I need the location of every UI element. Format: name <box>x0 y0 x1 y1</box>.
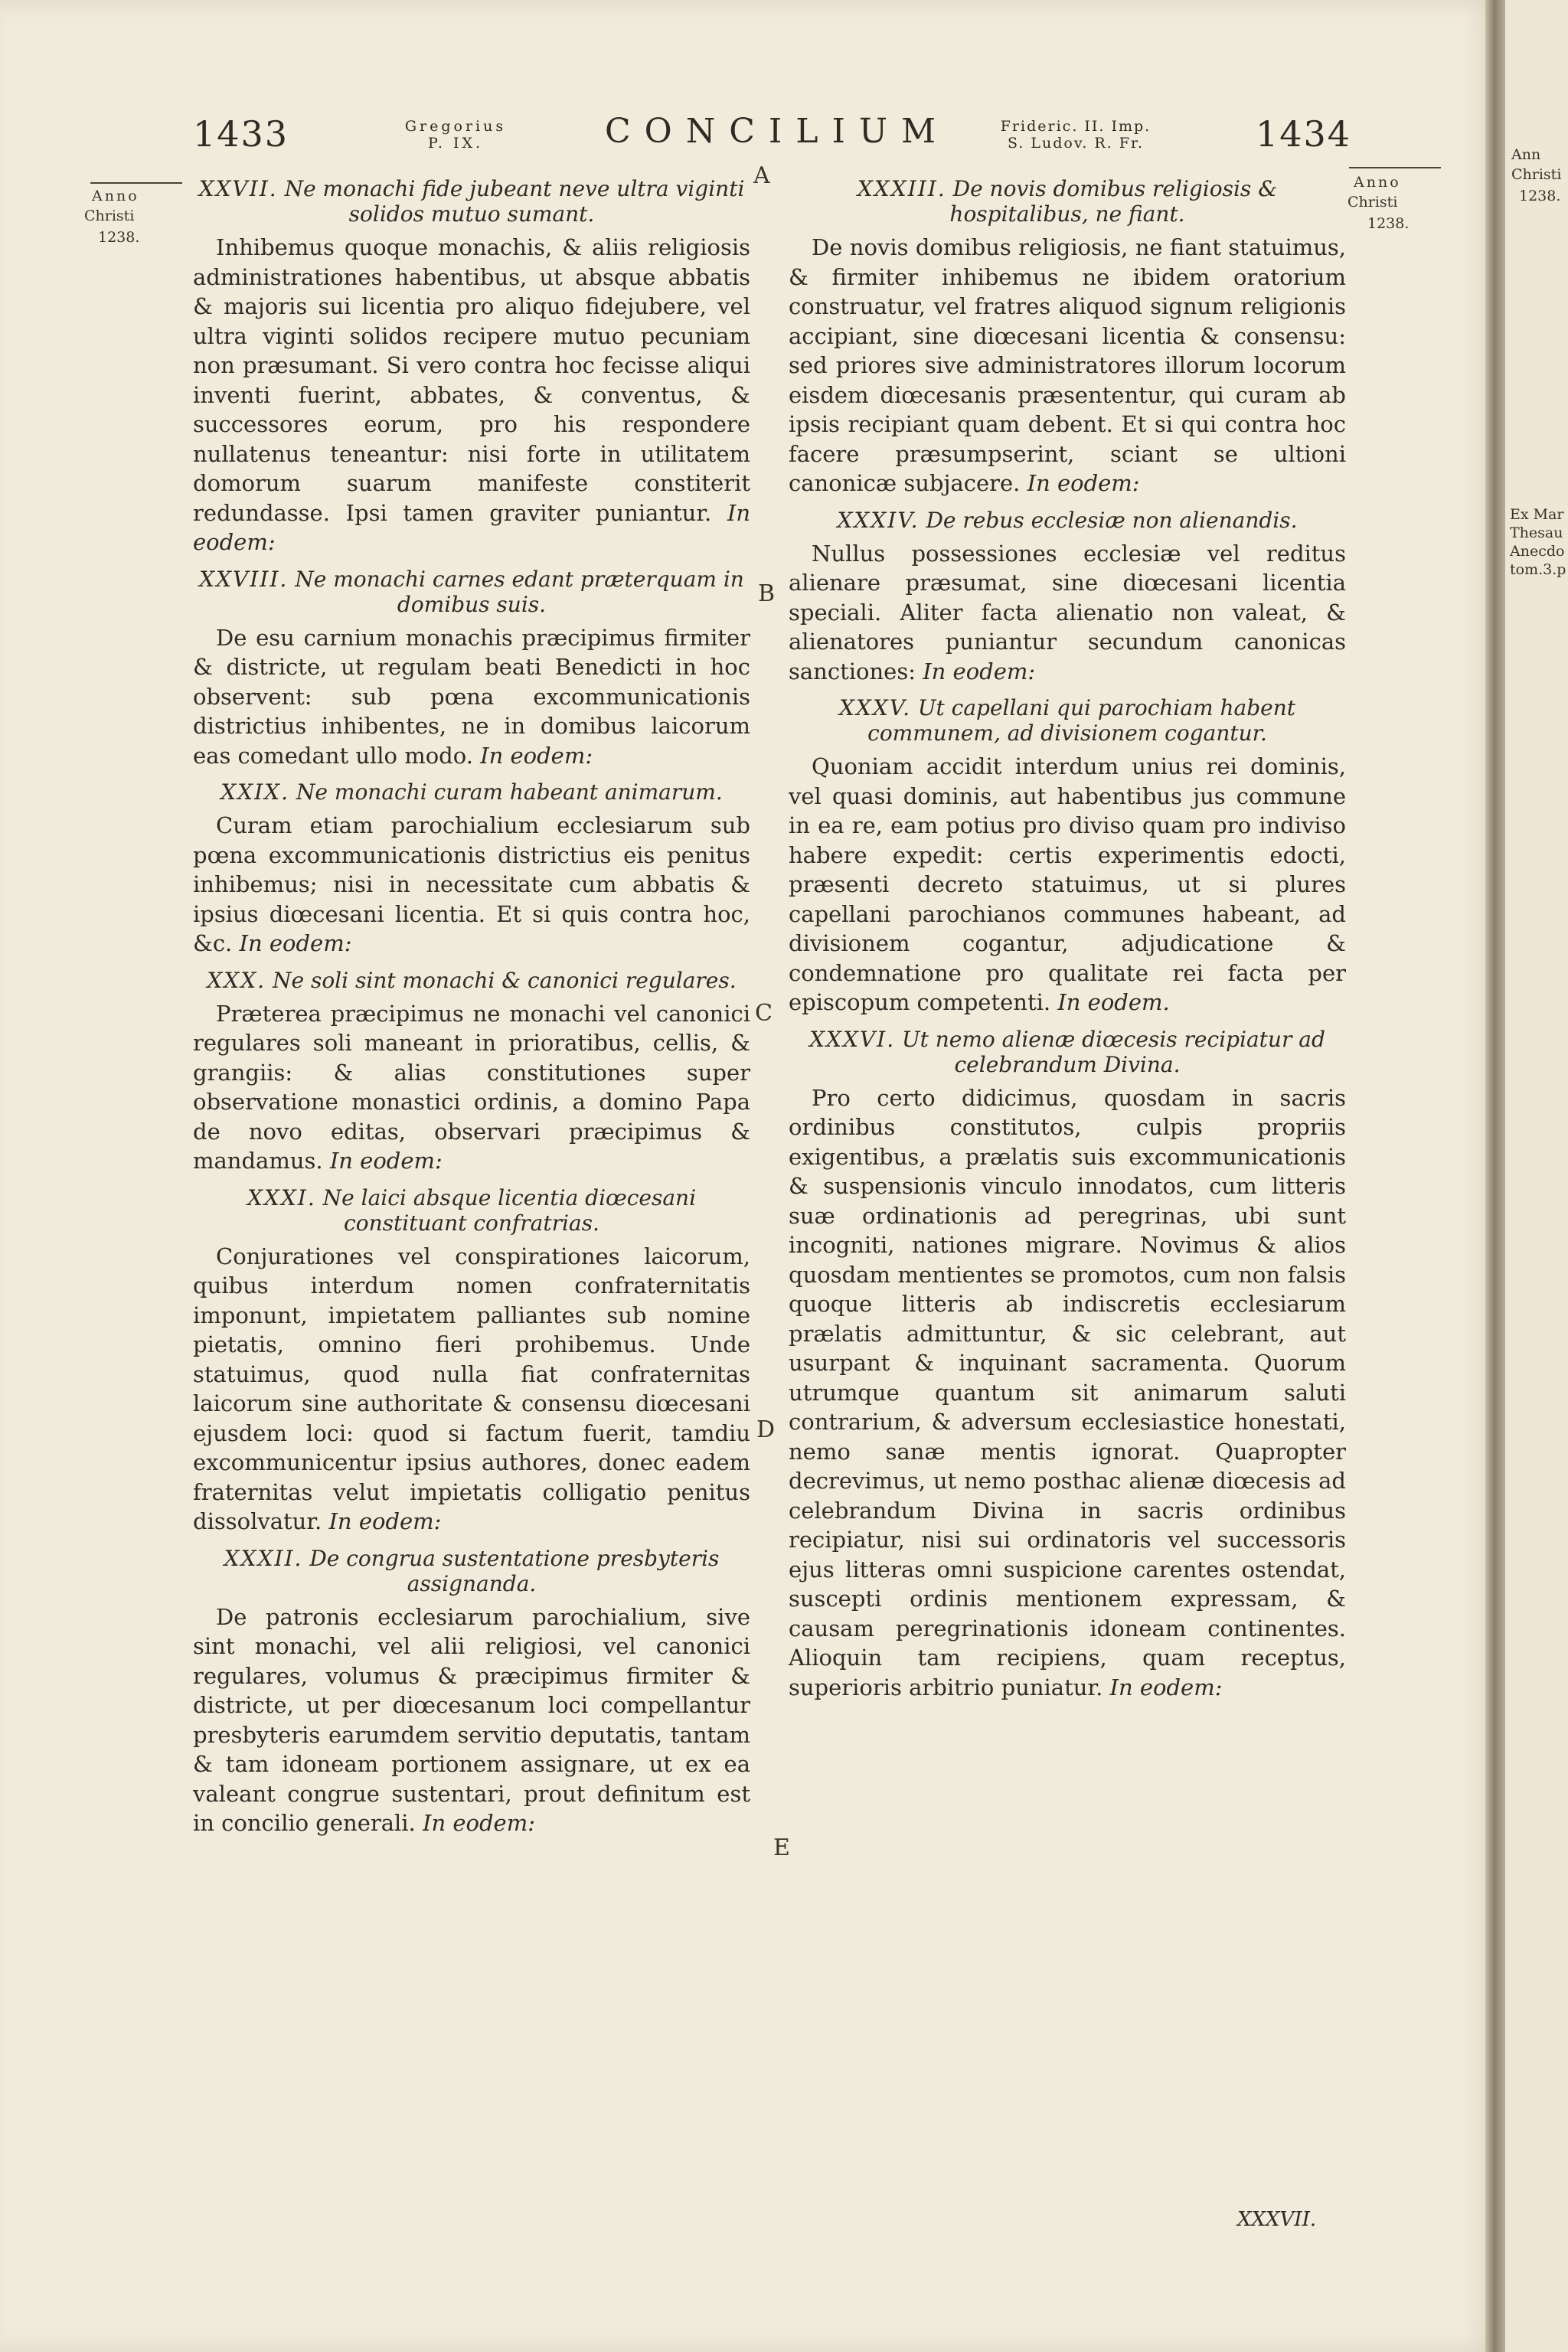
next-page-edge <box>1505 0 1568 2352</box>
canon-text-34: Nullus possessiones ecclesiæ vel reditus alienare præsumat, sine diœcesani licentia speciali. Aliter facta alienatio non valeat, & alienatores puniantur secundum canonicas sanctiones: In eodem: <box>789 540 1346 684</box>
canon-heading-34: XXXIV. De rebus ecclesiæ non alienandis. <box>837 507 1298 533</box>
canon-text-31: Conjurationes vel conspirationes laicorum, quibus interdum nomen confraternitatis imponunt, impietatem palliantes sub nomine pietatis, omnino fieri prohibemus. Unde statuimus, quod nulla fiat confraternitas laicorum sine authoritate & consensu diœcesani ejusdem loci: quod si factum fuerit, tamdiu excommunicentur ipsius authores, donec eadem fraternitas velut impietatis colligatio penitus dissolvatur. In eodem: <box>193 1243 750 1534</box>
right-margin-rule <box>1349 167 1441 168</box>
running-head <box>0 107 1497 168</box>
right-margin-anno: Anno <box>1354 174 1401 191</box>
canon-heading-28: XXVIII. Ne monachi carnes edant præterquam in domibus suis. <box>199 566 744 617</box>
canon-text-35: Quoniam accidit interdum unius rei dominis, vel quasi dominis, aut habentibus jus commune in ea re, eam potius pro diviso quam pro indiviso habere expedit: certis experimentis edocti, præsenti decreto statuimus, ut si plures capellani parochianos communes habeant, ad divisionem cogantur, adjudicatione & condemnatione pro qualitate rei facta per episcopum competenti. In eodem. <box>789 753 1346 1015</box>
canon-heading-29: XXIX. Ne monachi curam habeant animarum. <box>220 779 723 805</box>
page-title: CONCILIUM <box>605 112 950 151</box>
canon-text-27: Inhibemus quoque monachis, & aliis religiosis administrationes habentibus, ut absque abbatis & majoris sui licentia pro aliquo fidejubere, vel ultra viginti solidos recipere mutuo pecuniam non præsumant. Si vero contra hoc fecisse aliqui inventi fuerint, abbates, & conventus, & successores eorum, pro his respondere nullatenus teneantur: nisi forte in utilitatem domorum suarum manifeste constiterit redundasse. Ipsi tamen graviter puniantur. In eodem: <box>193 234 751 555</box>
canon-heading-30: XXX. Ne soli sint monachi & canonici regulares. <box>207 967 737 993</box>
next-page-source-1: Ex Mar <box>1510 506 1564 523</box>
catchword: XXXVII. <box>1237 2208 1317 2231</box>
canon-text-29: Curam etiam parochialium ecclesiarum sub pœna excommunicationis districtius eis penitus inhibemus; nisi in necessitate cum abbatis & ipsius diœcesani licentia. Et si quis contra hoc, &c. In eodem: <box>193 812 750 956</box>
next-page-year-3: 1238. <box>1519 188 1561 204</box>
next-page-source-3: Anecdo <box>1510 543 1565 560</box>
section-letter-a: A <box>753 162 770 189</box>
right-margin-year: 1238. <box>1367 215 1410 232</box>
canon-text-28: De esu carnium monachis præcipimus firmiter & districte, ut regulam beati Benedicti in hoc observent: sub pœna excommunicationis districtius inhibentes, ne in domibus laicorum eas comedant ullo modo. In eodem: <box>193 624 750 769</box>
next-page-source-2: Thesau <box>1510 524 1563 541</box>
left-margin-year: 1238. <box>98 229 140 246</box>
next-page-source-4: tom.3.p <box>1510 561 1566 578</box>
left-margin-rule <box>90 182 182 184</box>
king-name: S. Ludov. R. Fr. <box>1007 135 1145 152</box>
left-column <box>193 176 750 1838</box>
canon-text-36: Pro certo didicimus, quosdam in sacris ordinibus constitutos, culpis propriis exigentibus, a prælatis suis excommunicationis & suspensionis vinculo innodatos, cum litteris suæ ordinationis ad peregrinas, ubi sunt incogniti, nationes migrare. Novimus & alios quosdam mentientes se promotos, cum non falsis quoque litteris ab indiscretis ecclesiarum prælatis admittuntur, & sic celebrant, aut usurpant & inquinant sacramenta. Quorum utrumque quantum sit animarum saluti contrarium, & adversum ecclesiastice honestati, nemo sanæ mentis ignorat. Quapropter decrevimus, ut nemo posthac alienæ diœcesis ad celebrandum Divina in sacris ordinibus recipiatur, nisi sui ordinatoris vel successoris ejus litteras omni suspicione carentes ostendat, suscepti ordinis mentionem expressam, & causam peregrinationis idoneam continentes. Alioquin tam recipiens, quam receptus, superioris arbitrio puniatur. In eodem: <box>789 1084 1346 1700</box>
pope-number: P. IX. <box>427 135 484 152</box>
page-number-left: 1433 <box>193 113 289 155</box>
section-letter-b: B <box>758 580 776 607</box>
pope-heading <box>390 118 521 152</box>
canon-heading-31: XXXI. Ne laici absque licentia diœcesani constituant confratrias. <box>247 1184 697 1236</box>
canon-heading-36: XXXVI. Ut nemo alienæ diœcesis recipiatur ad celebrandum Divina. <box>809 1026 1325 1077</box>
canon-heading-33: XXXIII. De novis domibus religiosis & hospitalibus, ne fiant. <box>857 176 1278 227</box>
canon-text-33: De novis domibus religiosis, ne fiant statuimus, & firmiter inhibemus ne ibidem oratorium construatur, vel fratres aliquod signum religionis accipiant, sine diœcesani licentia & consensu: sed priores sive administratores illorum locorum eisdem diœcesanis præsententur, qui curam ab ipsis recipiant quam debent. Et si qui contra hoc facere præsumpserint, sciant se ultioni canonicæ subjacere. In eodem: <box>789 234 1346 496</box>
page-number-right: 1434 <box>1256 113 1352 155</box>
section-letter-c: C <box>755 1000 773 1027</box>
canon-text-32: De patronis ecclesiarum parochialium, sive sint monachi, vel alii religiosi, vel canonici regulares, volumus & præcipimus firmiter & districte, ut per diœcesanum loci compellantur presbyteris earumdem servitio deputatis, tantam & tam idoneam portionem assignare, ut ex ea valeant congrue sustentari, prout definitum est in concilio generali. In eodem: <box>193 1603 750 1836</box>
pope-name: Gregorius <box>404 118 507 135</box>
canon-heading-32: XXXII. De congrua sustentatione presbyteris assignanda. <box>224 1545 720 1596</box>
canon-text-30: Præterea præcipimus ne monachi vel canonici regulares soli maneant in prioratibus, cellis, & grangiis: & alias constitutiones super observatione monastici ordinis, a domino Papa de novo editas, observari præcipimus & mandamus. In eodem: <box>193 1000 750 1174</box>
right-margin-christi: Christi <box>1348 194 1398 211</box>
right-column <box>789 176 1346 1702</box>
next-page-year-2: Christi <box>1511 166 1562 183</box>
section-letter-e: E <box>773 1834 790 1861</box>
canon-heading-27: XXVII. Ne monachi fide jubeant neve ultra viginti solidos mutuo sumant. <box>198 176 745 227</box>
rulers-heading <box>988 118 1164 152</box>
binding-gutter <box>1485 0 1505 2352</box>
left-margin-christi: Christi <box>84 207 135 224</box>
left-margin-anno: Anno <box>92 188 139 204</box>
next-page-year-1: Ann <box>1511 146 1541 163</box>
emperor-name: Frideric. II. Imp. <box>1000 118 1152 135</box>
canon-heading-35: XXXV. Ut capellani qui parochiam habent communem, ad divisionem cogantur. <box>838 695 1296 746</box>
section-letter-d: D <box>756 1416 776 1443</box>
